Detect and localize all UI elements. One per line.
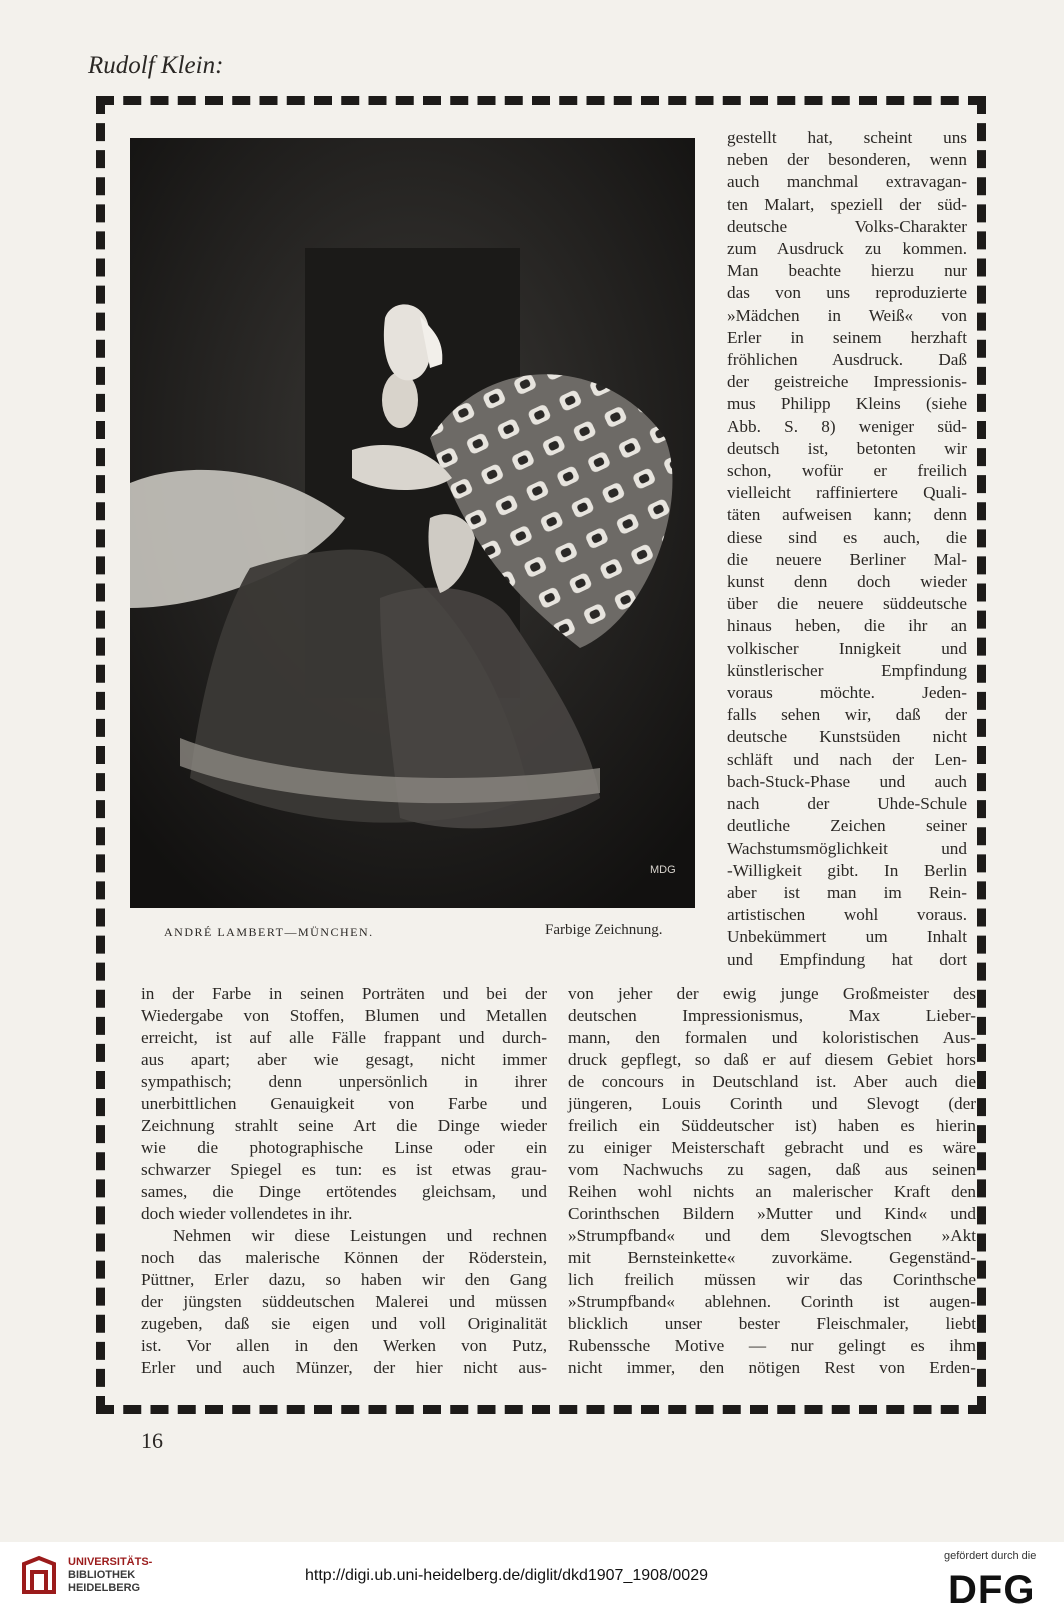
text-column-right-bottom (568, 983, 976, 1379)
text-column-right-top (727, 127, 967, 971)
text-line: Püttner, Erler dazu, so haben wir den Gang (141, 1270, 547, 1289)
text-line: deutsch ist, betonten wir (727, 438, 967, 458)
text-line: Nehmen wir diese Leistungen und rechnen (173, 1226, 547, 1245)
text-line: die neuere Berliner Mal- (727, 549, 967, 569)
text-line: täten aufweisen kann; denn (727, 505, 967, 525)
text-line: -Willigkeit gibt. In Berlin (727, 860, 967, 880)
text-line: erreicht, ist auf alle Fälle frappant und durch- (141, 1028, 547, 1047)
text-line: diese sind es auch, die (727, 527, 967, 547)
text-line: mann, den formalen und koloristischen Aus- (568, 1028, 976, 1047)
text-line: Wiedergabe von Stoffen, Blumen und Metallen (141, 1006, 547, 1025)
artist-signature: MDG (650, 864, 676, 876)
text-line: schon, wofür er freilich (727, 461, 967, 481)
text-line: Erler in seinem herzhaft (727, 327, 967, 347)
text-line: »Strumpfband« ablehnen. Corinth ist augen- (568, 1292, 976, 1311)
text-line: Reihen wohl nichts an malerischer Kraft den (568, 1182, 976, 1201)
text-line: doch wieder vollendetes in ihr. (141, 1204, 353, 1223)
text-line: und Empfindung hat dort (727, 949, 967, 969)
text-line: zu einiger Meisterschaft gebracht und es wäre (568, 1138, 976, 1157)
text-line: deutsche Volks-Charakter (727, 216, 967, 236)
text-line: der jüngsten süddeutschen Malerei und müssen (141, 1292, 547, 1311)
text-line: der geistreiche Impressionis- (727, 372, 967, 392)
text-line: schläft und nach der Len- (727, 749, 967, 769)
text-line: volkischer Innigkeit und (727, 638, 967, 658)
text-line: blicklich unser bester Fleischmaler, liebt (568, 1314, 976, 1333)
text-line: neben der besonderen, wenn (727, 150, 967, 170)
text-line: druck gepflegt, so daß er auf diesem Gebiet hors (568, 1050, 976, 1069)
text-line: auch manchmal extravagan- (727, 172, 967, 192)
text-line: kunst denn doch wieder (727, 572, 967, 592)
text-line: mit Bernsteinkette« zuvorkäme. Gegenständ- (568, 1248, 976, 1267)
funded-by-label: gefördert durch die (944, 1550, 1037, 1562)
text-line: mus Philipp Kleins (siehe (727, 394, 967, 414)
library-name (68, 1556, 152, 1595)
text-line: voraus möchte. Jeden- (727, 683, 967, 703)
text-line: deutliche Zeichen seiner (727, 816, 967, 836)
page-number: 16 (141, 1428, 163, 1453)
text-line: sympathisch; denn unpersönlich in ihrer (141, 1072, 547, 1091)
source-url-link[interactable]: http://digi.ub.uni-heidelberg.de/diglit/dkd1907_1908/0029 (305, 1567, 708, 1584)
text-line: deutsche Kunstsüden nicht (727, 727, 967, 747)
text-line: sames, die Dinge ertötendes gleichsam, und (141, 1182, 547, 1201)
library-name-line: HEIDELBERG (68, 1582, 141, 1594)
text-line: artistischen wohl voraus. (727, 905, 967, 925)
text-line: »Mädchen in Weiß« von (727, 305, 967, 325)
figure-caption-medium: Farbige Zeichnung. (545, 922, 663, 938)
text-line: Man beachte hierzu nur (727, 261, 967, 281)
text-line: falls sehen wir, daß der (727, 705, 967, 725)
text-line: in der Farbe in seinen Porträten und bei der (141, 984, 547, 1003)
text-line: vom Nachwuchs zu sagen, daß aus seinen (568, 1160, 976, 1179)
text-line: Erler und auch Münzer, der hier nicht aus- (141, 1358, 547, 1377)
text-line: ist. Vor allen in den Werken von Putz, (141, 1336, 547, 1355)
text-line: Rubenssche Motive — nur gelingt es ihm (568, 1336, 976, 1355)
text-column-left (141, 983, 547, 1379)
figure-caption-artist: ANDRÉ LAMBERT—MÜNCHEN. (164, 925, 374, 939)
text-line: aber ist man im Rein- (727, 882, 967, 902)
text-line: über die neuere süddeutsche (727, 594, 967, 614)
library-name-line: UNIVERSITÄTS- (68, 1556, 153, 1568)
text-line: deutschen Impressionismus, Max Lieber- (568, 1006, 976, 1025)
text-line: schwarzer Spiegel es tun: es ist etwas grau- (141, 1160, 547, 1179)
text-line: fröhlichen Ausdruck. Daß (727, 350, 967, 370)
text-line: Corinthschen Bildern »Mutter und Kind« und (568, 1204, 976, 1223)
text-line: das von uns reproduzierte (727, 283, 967, 303)
text-line: »Strumpfband« und dem Slevogtschen »Akt (568, 1226, 976, 1245)
text-line: Zeichnung strahlt seine Art die Dinge wieder (141, 1116, 547, 1135)
library-name-line: BIBLIOTHEK (68, 1569, 136, 1581)
text-line: jüngeren, Louis Corinth und Slevogt (der (568, 1094, 976, 1113)
running-head: Rudolf Klein: (88, 52, 224, 79)
artwork-drawing (130, 138, 695, 908)
text-line: hinaus heben, die ihr an (727, 616, 967, 636)
artwork-illustration (130, 138, 695, 908)
text-line: Abb. S. 8) weniger süd- (727, 416, 967, 436)
text-line: wie die photographische Linse oder ein (141, 1138, 547, 1157)
text-line: de concours in Deutschland ist. Aber auch die (568, 1072, 976, 1091)
text-line: von jeher der ewig junge Großmeister des (568, 984, 976, 1003)
university-library-logo-icon (14, 1552, 64, 1602)
text-line: unerbittlichen Genauigkeit von Farbe und (141, 1094, 547, 1113)
dfg-logo: DFG (948, 1568, 1036, 1612)
text-line: Unbekümmert um Inhalt (727, 927, 967, 947)
text-line: künstlerischer Empfindung (727, 660, 967, 680)
text-line: lich freilich müssen wir das Corinthsche (568, 1270, 976, 1289)
text-line: aus apart; aber wie gesagt, nicht immer (141, 1050, 547, 1069)
text-line: zum Ausdruck zu kommen. (727, 239, 967, 259)
text-line: ten Malart, speziell der süd- (727, 194, 967, 214)
text-line: nicht immer, den nötigen Rest von Erden- (568, 1358, 976, 1377)
text-line: freilich ein Süddeutscher ist) haben es hierin (568, 1116, 976, 1135)
text-line: nach der Uhde-Schule (727, 794, 967, 814)
text-line: bach-Stuck-Phase und auch (727, 771, 967, 791)
text-line: noch das malerische Können der Röderstein, (141, 1248, 547, 1267)
text-line: zugeben, daß sie eigen und voll Originalität (141, 1314, 547, 1333)
text-line: Wachstumsmöglichkeit und (727, 838, 967, 858)
text-line: vielleicht raffiniertere Quali- (727, 483, 967, 503)
text-line: gestellt hat, scheint uns (727, 128, 967, 147)
